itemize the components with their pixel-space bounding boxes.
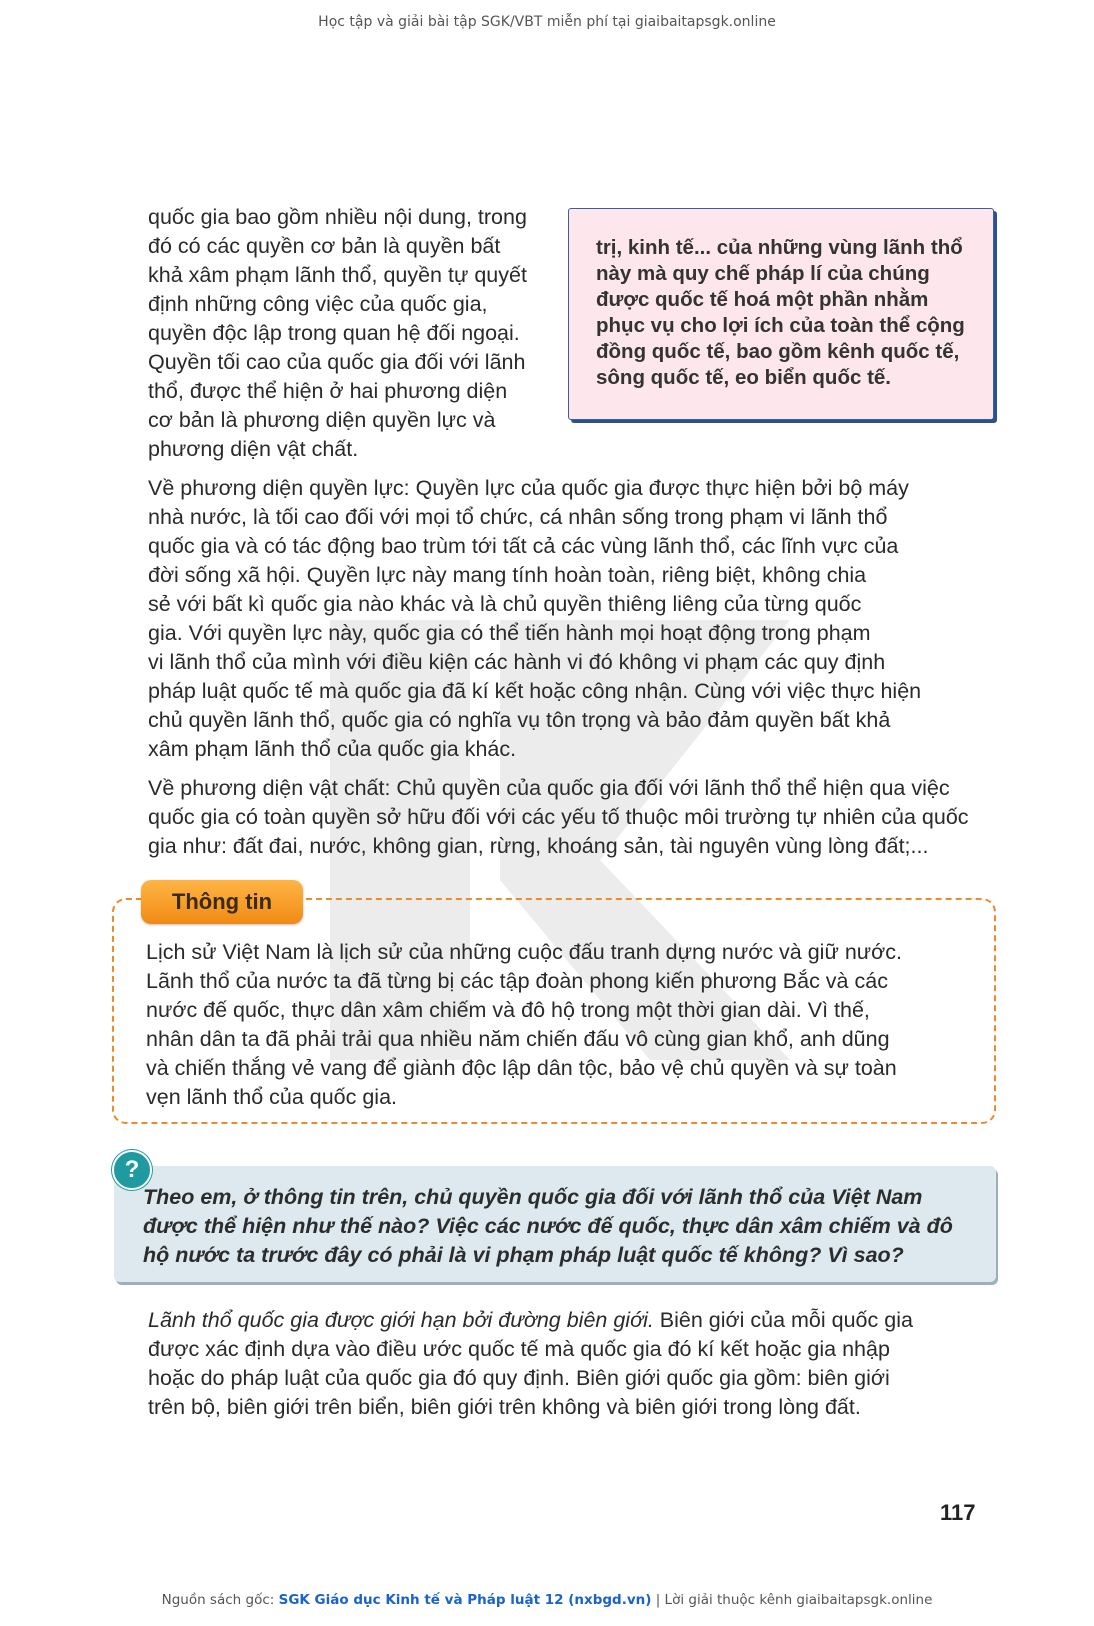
page-number: 117 (940, 1500, 976, 1525)
definition-box (568, 208, 994, 420)
question-icon: ? (112, 1150, 152, 1190)
paragraph-power-aspect: Về phương diện quyền lực: Quyền lực của quốc gia được thực hiện bởi bộ máy nhà nước, là tối cao đối với mọi tổ chức, cá nhân sống trong phạm vi lãnh thổ quốc gia và có tác động bao trùm tới tất cả các vùng lãnh thổ, các lĩnh vực của đời sống xã hội. Quyền lực này mang tính hoàn toàn, riêng biệt, không chia sẻ với bất kì quốc gia nào khác và là chủ quyền thiêng liêng của từng quốc gia. Với quyền lực này, quốc gia có thể tiến hành mọi hoạt động trong phạm vi lãnh thổ của mình với điều kiện các hành vi đó không vi phạm các quy định pháp luật quốc tế mà quốc gia đã kí kết hoặc công nhận. Cùng với việc thực hiện chủ quyền lãnh thổ, quốc gia có nghĩa vụ tôn trọng và bảo đảm quyền bất khả xâm phạm lãnh thổ của quốc gia khác. (148, 476, 922, 761)
info-text: Lịch sử Việt Nam là lịch sử của những cuộc đấu tranh dựng nước và giữ nước. Lãnh thổ của nước ta đã từng bị các tập đoàn phong kiến phương Bắc và các nước đế quốc, thực dân xâm chiếm và đô hộ trong một thời gian dài. Vì thế, nhân dân ta đã phải trải qua nhiều năm chiến đấu vô cùng gian khổ, anh dũng và chiến thắng vẻ vang để giành độc lập dân tộc, bảo vệ chủ quyền và sự toàn vẹn lãnh thổ của quốc gia. (146, 940, 902, 1109)
question-text: Theo em, ở thông tin trên, chủ quyền quốc gia đối với lãnh thổ của Việt Nam được thể hiện như thế nào? Việc các nước đế quốc, thực dân xâm chiếm và đô hộ nước ta trước đây có phải là vi phạm pháp luật quốc tế không? Vì sao? (143, 1185, 953, 1267)
paragraph-sovereignty-content: quốc gia bao gồm nhiều nội dung, trong đó có các quyền cơ bản là quyền bất khả xâm phạm lãnh thổ, quyền tự quyết định những công việc của quốc gia, quyền độc lập trong quan hệ đối ngoại. Quyền tối cao của quốc gia đối với lãnh thổ, được thể hiện ở hai phương diện cơ bản là phương diện quyền lực và phương diện vật chất. (148, 205, 527, 461)
footer-source-link[interactable]: SGK Giáo dục Kinh tế và Pháp luật 12 (nxbgd.vn) (278, 1592, 652, 1608)
italic-lead: Lãnh thổ quốc gia được giới hạn bởi đường biên giới. (148, 1308, 654, 1332)
paragraph-material-aspect: Về phương diện vật chất: Chủ quyền của quốc gia đối với lãnh thổ thể hiện qua việc quốc gia có toàn quyền sở hữu đối với các yếu tố thuộc môi trường tự nhiên của quốc gia như: đất đai, nước, không gian, rừng, khoáng sản, tài nguyên vùng lòng đất;... (148, 776, 969, 858)
paragraph-border: Lãnh thổ quốc gia được giới hạn bởi đường biên giới. Biên giới của mỗi quốc gia được xác định dựa vào điều ước quốc tế mà quốc gia đó kí kết hoặc gia nhập hoặc do pháp luật của quốc gia đó quy định. Biên giới quốc gia gồm: biên giới trên bộ, biên giới trên biển, biên giới trên không và biên giới trong lòng đất. (148, 1308, 913, 1419)
definition-text: trị, kinh tế... của những vùng lãnh thổ này mà quy chế pháp lí của chúng được quốc tế hoá một phần nhằm phục vụ cho lợi ích của toàn thể cộng đồng quốc tế, bao gồm kênh quốc tế, sông quốc tế, eo biển quốc tế. (596, 236, 965, 389)
info-badge: Thông tin (141, 880, 303, 924)
page-header: Học tập và giải bài tập SGK/VBT miễn phí tại giaibaitapsgk.online (318, 14, 776, 30)
page-footer: Nguồn sách gốc: SGK Giáo dục Kinh tế và Pháp luật 12 (nxbgd.vn) | Lời giải thuộc kênh giaibaitapsgk.online (161, 1592, 933, 1608)
